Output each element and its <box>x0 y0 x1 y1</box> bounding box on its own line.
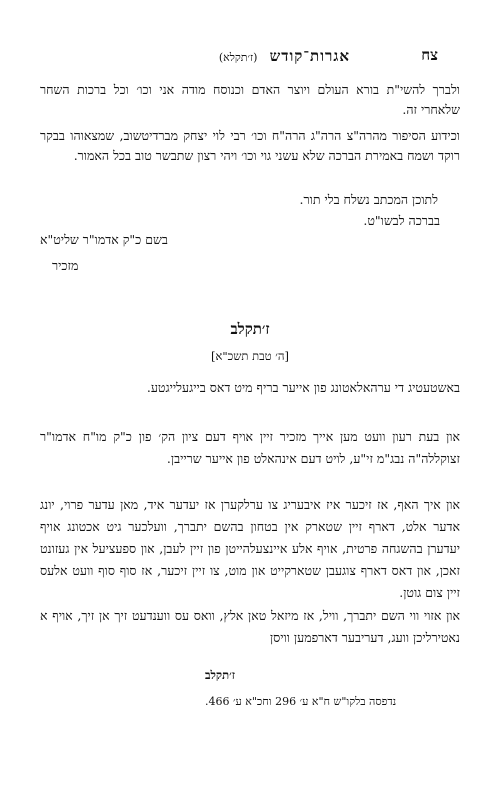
paragraph: און בעת רעון וועט מען אייך מזכיר זיין אויף דעם ציון הק׳ פון כ"ק מו"ח אדמו"ר זצוקללה"ה נבג"מ זי"ע, לויט דעם אינהאלט פון אייער שרייבן. <box>40 429 460 466</box>
book-title: אגרות־קודש <box>269 47 350 65</box>
page-number: צח <box>421 46 438 64</box>
paragraph: און אזוי ווי השם יתברך, וויל, אז מיזאל טאן אלץ, וואס עס ווענדעט זיך אן זיך, אויף א נאטירליכן וועג, דעריבער דארפמען וויסן <box>40 608 460 645</box>
paragraph: ולברך להשי"ת בורא העולם ויוצר האדם וכנוסח מודה אני וכו׳ וכל ברכות השחר שלאחרי זה. <box>40 82 460 117</box>
secretary-label: מזכיר <box>52 258 79 273</box>
signature-line: בשם כ"ק אדמו"ר שליט"א <box>40 232 168 247</box>
paragraph: באשטעטיג די ערהאלאטונג פון אייער בריף מיט דאס בייגעלייגטע. <box>146 380 460 395</box>
paragraph: וכידוע הסיפור מהרה"צ הרה"ג הרה"ח וכו׳ רבי לוי יצחק מברדיטשוב, שמצאוהו בבקר רוקד ושמח באמירת הברכה שלא עשני גוי וכו׳ ויהי רצון שתבשר טוב בכל האמור. <box>40 128 460 163</box>
letter-date: [ה׳ טבת תשכ"א] <box>210 349 290 363</box>
book-subtitle: (ז׳תקלא) <box>218 51 258 64</box>
closing-blessing: בברכה לבשו"ט. <box>363 213 440 228</box>
footnote-title: ז׳תקלב <box>205 668 235 682</box>
paragraph: און איך האף, אז זיכער איז איבעריג צו ערלקערן אז יעדער איד, מאן עדער פרוי, יונג אדער אלט, דארף זיין שטארק אין בטחון בהשם יתברך, וועלכער גיט אכטונג אויף יעדערן בהשגחה פרטית, אויף אלע איינצעלהייטן פון זיין לעבן, און ספעציעל אין געזונט זאכן, און דאס דארף צוגעבן שטארקייט און מוט, צו זיין זיכער, אז סוף סוף וועט אלעס זיין צום גוטן. <box>40 497 460 600</box>
letter-number: ז׳תקלב <box>230 320 270 338</box>
footnote-text: נדפסה בלקו"ש ח"א ע׳ 296 וחכ"א ע׳ 466. <box>205 695 397 708</box>
running-title <box>219 47 350 66</box>
paragraph: לתוכן המכתב נשלח בלי תור. <box>299 192 438 207</box>
